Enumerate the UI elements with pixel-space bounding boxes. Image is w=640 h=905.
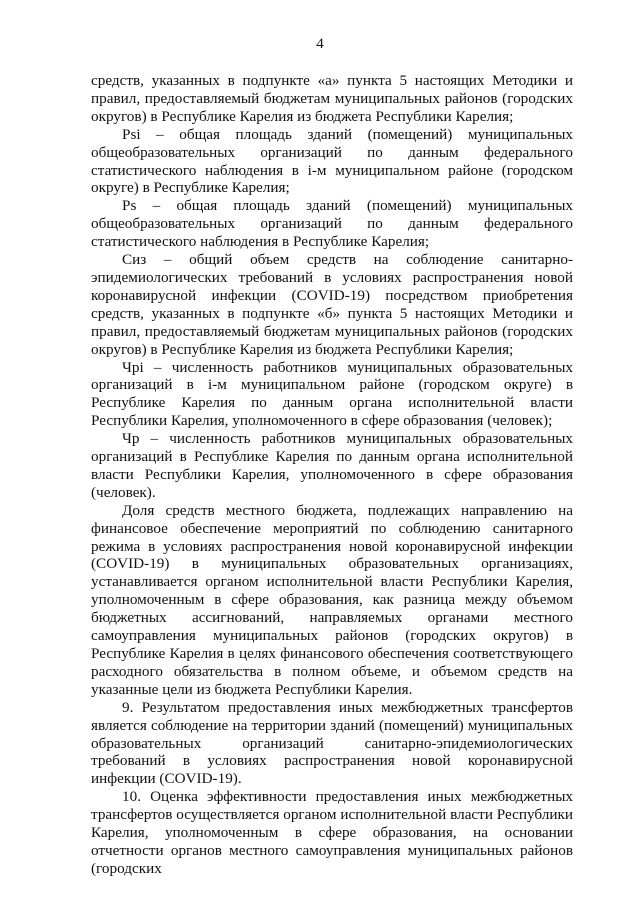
paragraph-continuation: средств, указанных в подпункте «а» пункта 5 настоящих Методики и правил, предоставляемый бюджетам муниципальных районов (городских округов) в Республике Карелия из бюджета Республики Карелия;	[91, 72, 573, 125]
definition-psi: Psi – общая площадь зданий (помещений) муниципальных общеобразовательных организаций по данным федерального статистического наблюдения в i-м муниципальном районе (городском округе) в Республике Карелия;	[91, 125, 573, 197]
document-body	[91, 72, 573, 878]
clause-10: 10. Оценка эффективности предоставления иных межбюджетных трансфертов осуществляется органом исполнительной власти Республики Карелия, уполномоченным в сфере образования, на основании отчетности органов местного самоуправления муниципальных районов (городских	[91, 788, 573, 877]
paragraph-local-budget-share: Доля средств местного бюджета, подлежащих направлению на финансовое обеспечение мероприятий по соблюдению санитарного режима в условиях распространения новой коронавирусной инфекции (COVID-19) в муниципальных образовательных организациях, устанавливается органом исполнительной власти Республики Карелия, уполномоченным в сфере образования, как разница между объемом бюджетных ассигнований, направляемых органами местного самоуправления муниципальных районов (городских округов) в Республике Карелия в целях финансового обеспечения соответствующего расходного обязательства в полном объеме, и объемом средств на указанные цели из бюджета Республики Карелия.	[91, 501, 573, 698]
clause-9: 9. Результатом предоставления иных межбюджетных трансфертов является соблюдение на территории зданий (помещений) муниципальных образовательных организаций санитарно-эпидемиологических требований в условиях распространения новой коронавирусной инфекции (COVID-19).	[91, 698, 573, 788]
definition-siz: Сиз – общий объем средств на соблюдение санитарно-эпидемиологических требований в условиях распространения новой коронавирусной инфекции (COVID-19) посредством приобретения средств, указанных в подпункте «б» пункта 5 настоящих Методики и правил, предоставляемый бюджетам муниципальных районов (городских округов) в Республике Карелия из бюджета Республики Карелия;	[91, 251, 573, 358]
definition-chri: Чрi – численность работников муниципальных образовательных организаций в i-м муниципальном районе (городском округе) в Республике Карелия по данным органа исполнительной власти Республики Карелия, уполномоченного в сфере образования (человек);	[91, 358, 573, 430]
definition-chr: Чр – численность работников муниципальных образовательных организаций в Республике Карелия по данным органа исполнительной власти Республики Карелия, уполномоченного в сфере образования (человек).	[91, 430, 573, 501]
page-number: 4	[316, 36, 324, 52]
definition-ps: Ps – общая площадь зданий (помещений) муниципальных общеобразовательных организаций по данным федерального статистического наблюдения в Республике Карелия;	[91, 197, 573, 251]
